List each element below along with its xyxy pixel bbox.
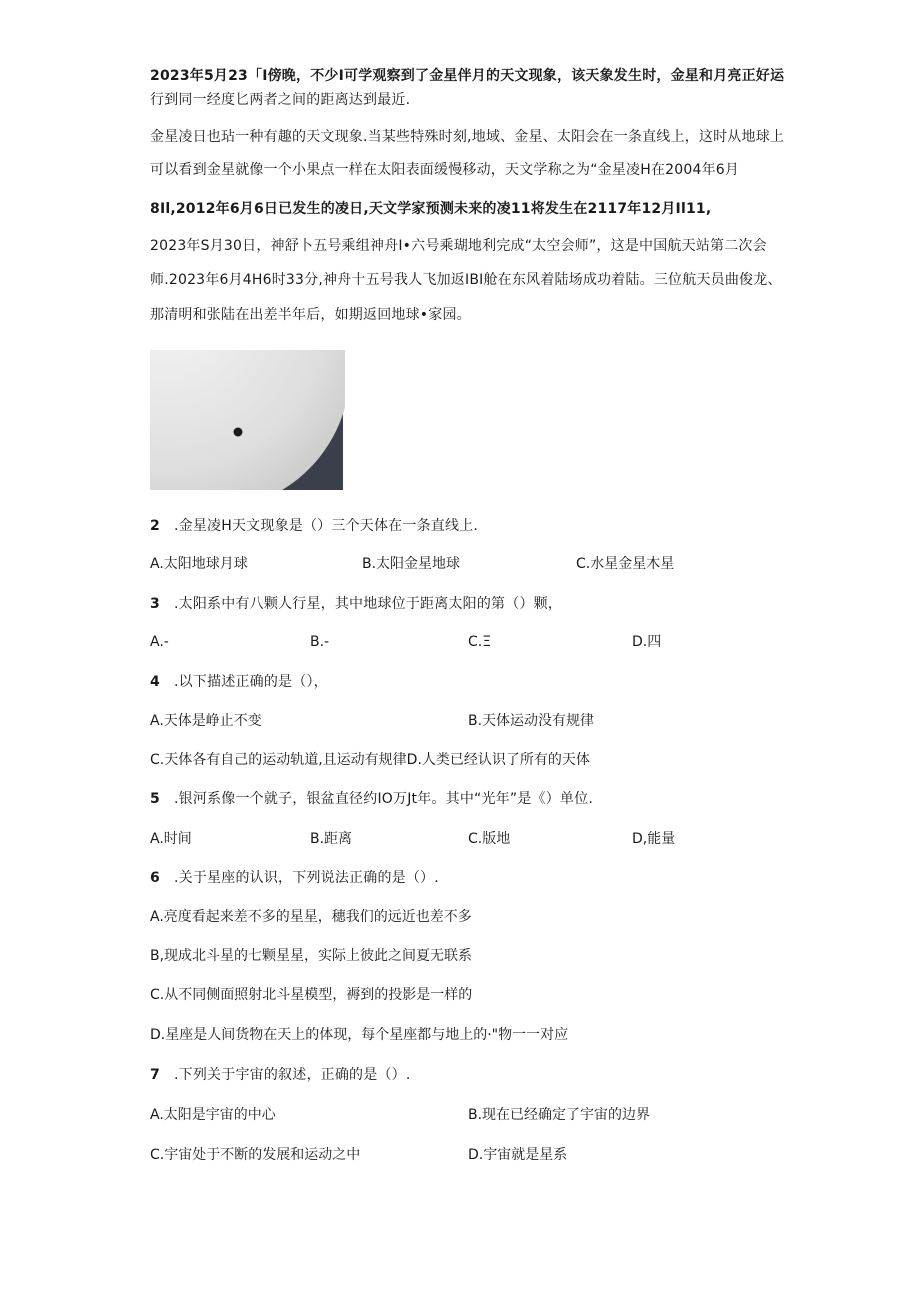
q2-option-a: A.太阳地球月球: [150, 556, 248, 572]
question-stem: .下列关于宇宙的叙述，正确的是（）.: [174, 1067, 411, 1083]
question-4: [150, 672, 328, 692]
passage-line-8: 那清明和张陆在出差半年后，如期返回地球•家园。: [150, 307, 471, 323]
passage-line-4: 可以看到金星就像一个小果点一样在太阳表面缓慢移动，天文学称之为“金星凌H在2004年6月: [150, 162, 740, 178]
question-2: [150, 516, 478, 536]
question-5: [150, 789, 593, 809]
q3-option-c: C.Ξ: [468, 634, 492, 650]
q3-option-d: D.四: [632, 634, 662, 650]
question-number: 5: [150, 791, 160, 807]
q6-option-b: B,现成北斗星的七颗星星，实际上彼此之间夏无联系: [150, 948, 473, 964]
question-6: [150, 868, 439, 888]
question-number: 2: [150, 518, 160, 534]
q6-option-c: C.从不同侧面照射北斗星模型，褥到的投影是一样的: [150, 987, 473, 1003]
q7-option-c: C.宇宙处于不断的发展和运动之中: [150, 1147, 361, 1163]
question-stem: .关于星座的认识，下列说法正确的是（）.: [174, 870, 439, 886]
q2-option-b: B.太阳金星地球: [362, 556, 461, 572]
passage-line-5: 8Il,2012年6月6日已发生的凌日,天文学家预测未来的凌11将发生在2117年12月Il11,: [150, 201, 712, 217]
q3-option-a: A.-: [150, 634, 169, 650]
q4-option-b: B.天体运动没有规律: [468, 713, 595, 729]
q2-option-c: C.水星金星木星: [576, 556, 675, 572]
venus-transit-illustration: [150, 350, 345, 495]
q5-option-d: D,能量: [632, 831, 676, 847]
question-number: 7: [150, 1067, 160, 1083]
q4-option-c-d: C.天体各有自己的运动轨道,且运动有规律D.人类已经认识了所有的天体: [150, 752, 590, 768]
question-number: 4: [150, 674, 160, 690]
venus-transit-image: [150, 350, 345, 495]
q3-option-b: B.-: [310, 634, 330, 650]
passage-line-7: 师.2023年6月4H6时33分,神舟十五号我人飞加返IBI舱在东风着陆场成功着陆。三位航天员曲俊龙、: [150, 272, 782, 288]
passage-line-2: 行到同一经度匕两者之间的距离达到最近.: [150, 92, 411, 108]
q5-option-c: C.版地: [468, 831, 511, 847]
question-number: 6: [150, 870, 160, 886]
q6-option-d: D.星座是人间货物在天上的体现，每个星座都与地上的·"物一一对应: [150, 1027, 569, 1043]
passage-line-3: 金星凌日也玷一种有趣的天文现象.当某些特殊时刻,地域、金星、太阳会在一条直线上，这时从地球上: [150, 129, 785, 145]
question-stem: .太阳系中有八颗人行星，其中地球位于距离太阳的第（）颗，: [174, 596, 563, 612]
passage-line-1: 2023年5月23「I傍晚，不少I可学观察到了金星伴月的天文现象，该天象发生时，金星和月亮正好运: [150, 68, 785, 84]
question-number: 3: [150, 596, 160, 612]
q5-option-a: A.时间: [150, 831, 192, 847]
passage-line-6: 2023年S月30日，神舒卜五号乘组神舟I•六号乘瑚地利完成“太空会师”，这是中国航天站第二次会: [150, 238, 767, 254]
q4-option-a: A.天体是峥止不变: [150, 713, 262, 729]
venus-dot: [234, 428, 243, 437]
question-3: [150, 594, 562, 614]
question-stem: .金星凌H天文现象是（）三个天体在一条直线上.: [174, 518, 479, 534]
q7-option-b: B.现在已经确定了宇宙的边界: [468, 1107, 651, 1123]
question-stem: .银河系像一个就子，银盆直径约IO万Jt年。其中“光年”是《）单位.: [174, 791, 593, 807]
q7-option-a: A.太阳是宇宙的中心: [150, 1107, 276, 1123]
q5-option-b: B.距离: [310, 831, 353, 847]
q6-option-a: A.亮度看起来差不多的星星，穗我们的远近也差不多: [150, 909, 472, 925]
q7-option-d: D.宇宙就是星系: [468, 1147, 568, 1163]
question-stem: .以下描述正确的是（），: [174, 674, 328, 690]
question-7: [150, 1065, 411, 1085]
